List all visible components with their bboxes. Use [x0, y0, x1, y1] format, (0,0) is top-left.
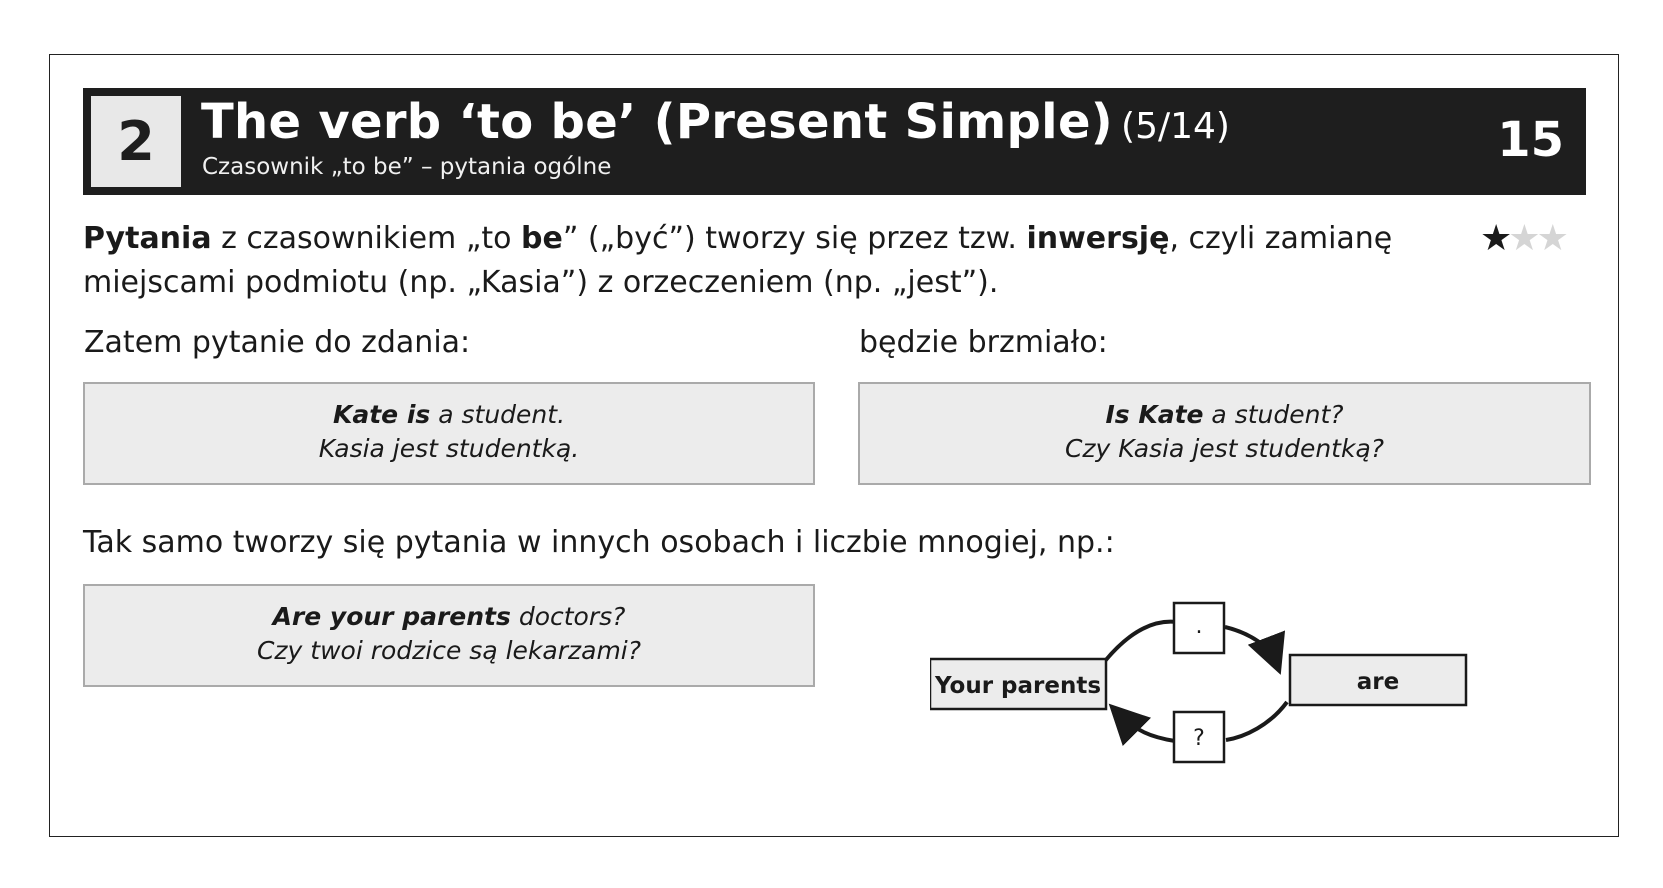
- intro-bold-1: Pytania: [83, 221, 212, 256]
- statement-english: [85, 398, 813, 432]
- part-indicator: (5/14): [1121, 106, 1230, 147]
- plural-bold: Are your parents: [272, 602, 511, 631]
- intro-text-2: ” („być”) tworzy się przez tzw.: [562, 221, 1027, 256]
- page-number: 15: [1497, 112, 1564, 168]
- question-bold: Is Kate: [1105, 400, 1204, 429]
- question-label: będzie brzmiało:: [859, 325, 1108, 360]
- title-line: [201, 94, 1230, 150]
- question-english: [860, 398, 1589, 432]
- plural-english: [85, 600, 813, 634]
- star-empty-icon: ★: [1508, 218, 1537, 259]
- inversion-diagram: [930, 575, 1550, 825]
- intro-bold-3: inwersję: [1026, 221, 1170, 256]
- subtitle: Czasownik „to be” – pytania ogólne: [202, 154, 612, 180]
- subject-label: Your parents: [934, 673, 1102, 699]
- statement-rest: a student.: [430, 400, 566, 429]
- verb-label: are: [1356, 669, 1400, 695]
- plural-rest: doctors?: [510, 602, 626, 631]
- question-translation: Czy Kasia jest studentką?: [1064, 434, 1385, 463]
- unit-number: 2: [91, 96, 181, 187]
- header-bar: [83, 88, 1586, 195]
- star-filled-icon: ★: [1480, 218, 1509, 259]
- statement-bold: Kate is: [332, 400, 431, 429]
- page-title: The verb ‘to be’ (Present Simple): [201, 94, 1114, 150]
- plural-example-box: [83, 584, 815, 687]
- question-mark-symbol: ?: [1193, 726, 1205, 751]
- statement-label: Zatem pytanie do zdania:: [84, 325, 471, 360]
- star-empty-icon: ★: [1536, 218, 1565, 259]
- intro-bold-2: be: [521, 221, 563, 256]
- plural-translation: Czy twoi rodzice są lekarzami?: [256, 636, 642, 665]
- difficulty-rating: [1480, 218, 1565, 259]
- grammar-card: [49, 54, 1619, 837]
- period-symbol: .: [1195, 614, 1203, 639]
- question-rest: a student?: [1203, 400, 1344, 429]
- statement-translation: Kasia jest studentką.: [318, 434, 580, 463]
- statement-example-box: [83, 382, 815, 485]
- question-example-box: [858, 382, 1591, 485]
- intro-text-1: z czasownikiem „to: [211, 221, 522, 256]
- intro-paragraph: [83, 217, 1423, 305]
- plural-label: Tak samo tworzy się pytania w innych osobach i liczbie mnogiej, np.:: [83, 525, 1115, 560]
- intro-text-3: , czyli zamianę miejscami podmiotu (np. „Kasia”) z orzeczeniem (np. „jest”).: [83, 221, 1393, 300]
